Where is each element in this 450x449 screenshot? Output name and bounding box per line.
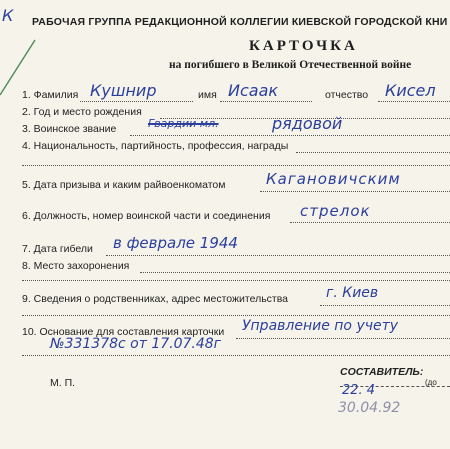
field-7-line — [106, 255, 450, 256]
field-2-label: 2. Год и место рождения — [22, 106, 142, 118]
compiler-paren: (до — [425, 378, 437, 387]
field-3-value: рядовой — [272, 114, 343, 133]
separator-line — [22, 165, 450, 166]
field-10-line-2 — [22, 355, 450, 356]
card-subtitle: на погибшего в Великой Отечественной войне — [169, 59, 412, 71]
first-name-label: имя — [198, 89, 217, 101]
field-7-label: 7. Дата гибели — [22, 243, 93, 255]
field-3-line — [130, 135, 450, 136]
separator-line-3 — [22, 315, 450, 316]
field-6-line — [290, 222, 450, 223]
field-10-label: 10. Основание для составления карточки — [22, 326, 225, 338]
field-10-line — [236, 338, 450, 339]
field-9-value: г. Киев — [326, 285, 379, 301]
field-3-label: 3. Воинское звание — [22, 123, 117, 135]
field-6-label: 6. Должность, номер воинской части и соединения — [22, 210, 271, 222]
field-4-line — [296, 152, 450, 153]
field-10-value: Управление по учету — [242, 318, 399, 334]
patronymic-line — [378, 101, 450, 102]
field-5-label: 5. Дата призыва и каким райвоенкоматом — [22, 179, 226, 191]
field-7-value: в феврале 1944 — [113, 234, 238, 252]
field-10-value-2: №331378с от 17.07.48г — [50, 336, 222, 352]
first-name-value: Исаак — [228, 81, 279, 100]
field-4-label: 4. Национальность, партийность, профессия, награды — [22, 140, 289, 152]
stamp-place-label: М. П. — [50, 377, 76, 389]
field-1-value: Кушнир — [90, 81, 157, 100]
field-5-line — [260, 191, 450, 192]
date-line-1: 22. 4 — [342, 383, 376, 398]
compiler-label: СОСТАВИТЕЛЬ: — [340, 366, 424, 378]
date-line-2: 30.04.92 — [338, 400, 401, 416]
field-1-line — [80, 101, 193, 102]
separator-line-2 — [22, 280, 450, 281]
field-1-label: 1. Фамилия — [22, 89, 79, 101]
patronymic-label: отчество — [325, 89, 369, 101]
field-6-value: стрелок — [300, 202, 371, 220]
header-organization: РАБОЧАЯ ГРУППА РЕДАКЦИОННОЙ КОЛЛЕГИИ КИЕВСКОЙ ГОРОДСКОЙ КНИ — [32, 16, 448, 28]
field-3-struck-value: Гвардии мл. — [148, 117, 219, 130]
field-5-value: Кагановичским — [266, 170, 401, 188]
corner-mark: К — [2, 6, 14, 25]
field-9-label: 9. Сведения о родственниках, адрес местожительства — [22, 293, 289, 305]
patronymic-value: Кисел — [385, 81, 436, 100]
field-9-line — [320, 305, 450, 306]
field-8-label: 8. Место захоронения — [22, 260, 130, 272]
card-title: КАРТОЧКА — [249, 38, 358, 54]
first-name-line — [220, 101, 312, 102]
field-8-line — [140, 272, 450, 273]
